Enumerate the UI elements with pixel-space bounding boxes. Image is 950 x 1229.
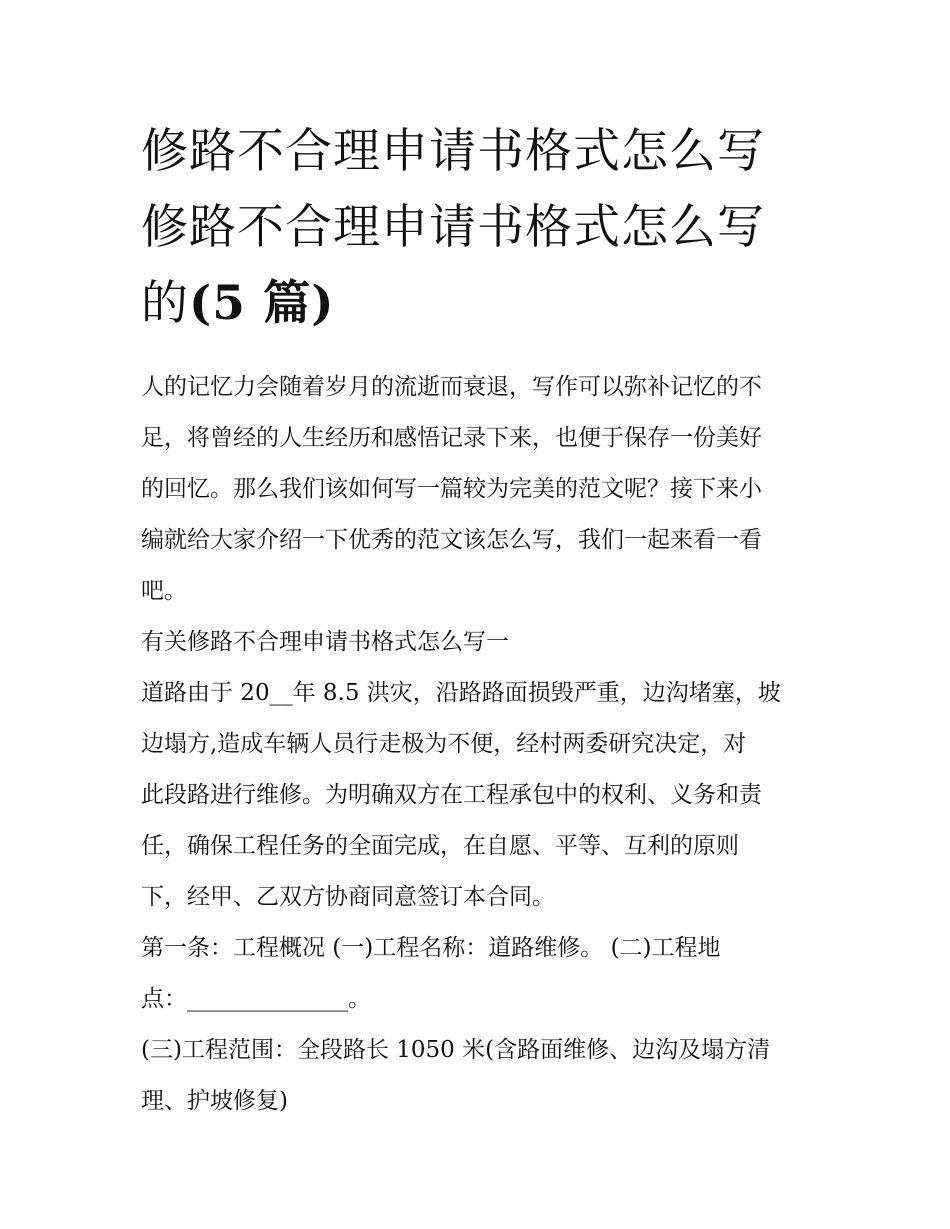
section-paragraph	[141, 668, 813, 923]
intro-line: 吧。	[141, 578, 187, 604]
article-line: 第一条：工程概况 (一)工程名称：道路维修。 (二)工程地	[141, 935, 721, 961]
scope-paragraph	[141, 1025, 813, 1127]
intro-line: 足，将曾经的人生经历和感悟记录下来，也便于保存一份美好	[141, 425, 762, 451]
intro-line: 的回忆。那么我们该如何写一篇较为完美的范文呢？接下来小	[141, 476, 762, 502]
document-page	[141, 114, 813, 1127]
section-line: 下，经甲、乙双方协商同意签订本合同。	[141, 884, 555, 910]
article-one-paragraph	[141, 923, 813, 1025]
scope-line: 理、护坡修复)	[141, 1088, 288, 1114]
section-line: 边塌方,造成车辆人员行走极为不便，经村两委研究决定，对	[141, 731, 747, 757]
title-line-3	[141, 266, 813, 342]
title-line-1: 修路不合理申请书格式怎么写	[141, 124, 765, 179]
document-title	[141, 114, 813, 342]
intro-line: 编就给大家介绍一下优秀的范文该怎么写，我们一起来看一看	[141, 527, 762, 553]
document-body	[141, 362, 813, 1127]
section-heading	[141, 617, 813, 668]
title-line-3-prefix: 的	[141, 276, 189, 331]
article-line: 点：______________。	[141, 986, 371, 1012]
intro-paragraph	[141, 362, 813, 617]
section-line: 此段路进行维修。为明确双方在工程承包中的权利、义务和责	[141, 782, 762, 808]
section-line: 道路由于 20__年 8.5 洪灾，沿路路面损毁严重，边沟堵塞，坡	[141, 680, 781, 706]
title-line-2: 修路不合理申请书格式怎么写	[141, 200, 765, 255]
intro-line: 人的记忆力会随着岁月的流逝而衰退，写作可以弥补记忆的不	[141, 374, 762, 400]
section-line: 任，确保工程任务的全面完成，在自愿、平等、互利的原则	[141, 833, 739, 859]
scope-line: (三)工程范围：全段路长 1050 米(含路面维修、边沟及塌方清	[141, 1037, 771, 1063]
section-heading-text: 有关修路不合理申请书格式怎么写一	[141, 629, 509, 655]
title-count-suffix: (5 篇)	[189, 276, 335, 331]
